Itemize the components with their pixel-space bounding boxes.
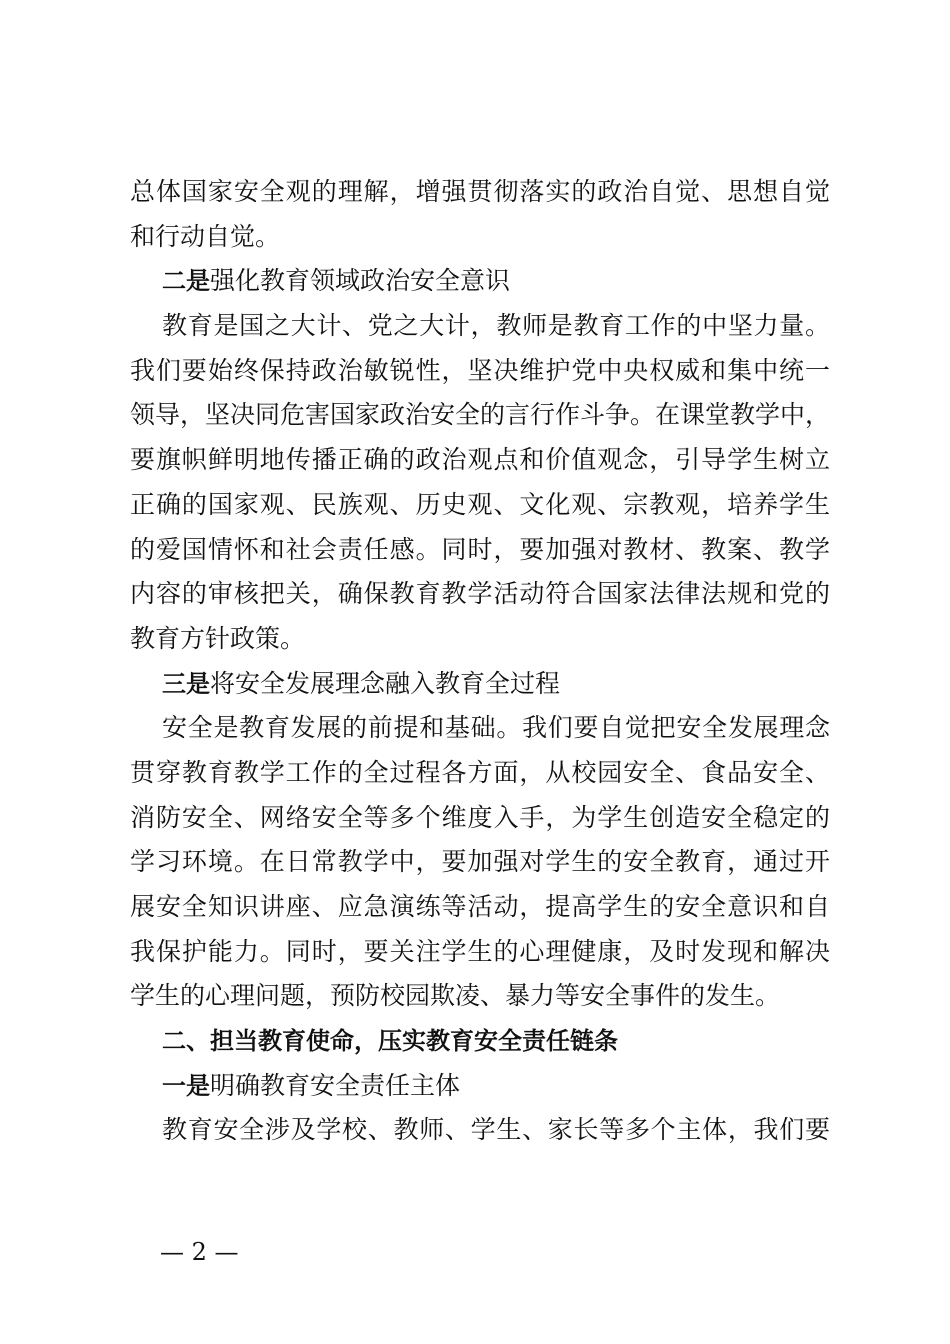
subheading-text: 强化教育领域政治安全意识 — [210, 266, 511, 296]
section-heading: 二、担当教育使命，压实教育安全责任链条 — [162, 1027, 618, 1056]
text-line: 学生的心理问题，预防校园欺凌、暴力等安全事件的发生。 — [130, 981, 781, 1011]
text-line: 教育安全涉及学校、教师、学生、家长等多个主体，我们要 — [162, 1115, 830, 1145]
subheading — [130, 662, 830, 707]
subheading — [130, 1064, 830, 1109]
text-line: 教育是国之大计、党之大计，教师是教育工作的中坚力量。 — [162, 311, 830, 341]
text-line: 展安全知识讲座、应急演练等活动，提高学生的安全意识和自 — [130, 892, 830, 921]
subheading-text: 明确教育安全责任主体 — [210, 1070, 461, 1100]
text-line: 内容的审核把关，确保教育教学活动符合国家法律法规和党的 — [130, 579, 830, 609]
subheading-prefix: 三是 — [162, 669, 210, 698]
text-line: 和行动自觉。 — [130, 221, 281, 251]
text-line: 我保护能力。同时，要关注学生的心理健康，及时发现和解决 — [130, 936, 830, 966]
text-line: 正确的国家观、民族观、历史观、文化观、宗教观，培养学生 — [130, 489, 830, 519]
text-line: 要旗帜鲜明地传播正确的政治观点和价值观念，引导学生树立 — [130, 445, 830, 475]
page-number: — 2 — — [160, 1238, 239, 1266]
text-line: 的爱国情怀和社会责任感。同时，要加强对教材、教案、教学 — [130, 534, 830, 564]
subheading-text: 将安全发展理念融入教育全过程 — [210, 668, 561, 698]
text-line: 消防安全、网络安全等多个维度入手，为学生创造安全稳定的 — [130, 802, 830, 832]
text-line: 领导，坚决同危害国家政治安全的言行作斗争。在课堂教学中， — [130, 400, 831, 430]
document-body — [130, 170, 830, 1153]
subheading-prefix: 一是 — [162, 1071, 210, 1100]
subheading — [130, 259, 830, 304]
text-line: 学习环境。在日常教学中，要加强对学生的安全教育，通过开 — [130, 847, 830, 877]
text-line: 安全是教育发展的前提和基础。我们要自觉把安全发展理念 — [162, 713, 830, 743]
text-line: 我们要始终保持政治敏锐性，坚决维护党中央权威和集中统一 — [130, 355, 830, 385]
text-line: 教育方针政策。 — [130, 623, 306, 653]
text-line: 贯穿教育教学工作的全过程各方面，从校园安全、食品安全、 — [130, 757, 830, 787]
text-line: 总体国家安全观的理解，增强贯彻落实的政治自觉、思想自觉 — [130, 177, 830, 206]
subheading-prefix: 二是 — [162, 267, 210, 296]
